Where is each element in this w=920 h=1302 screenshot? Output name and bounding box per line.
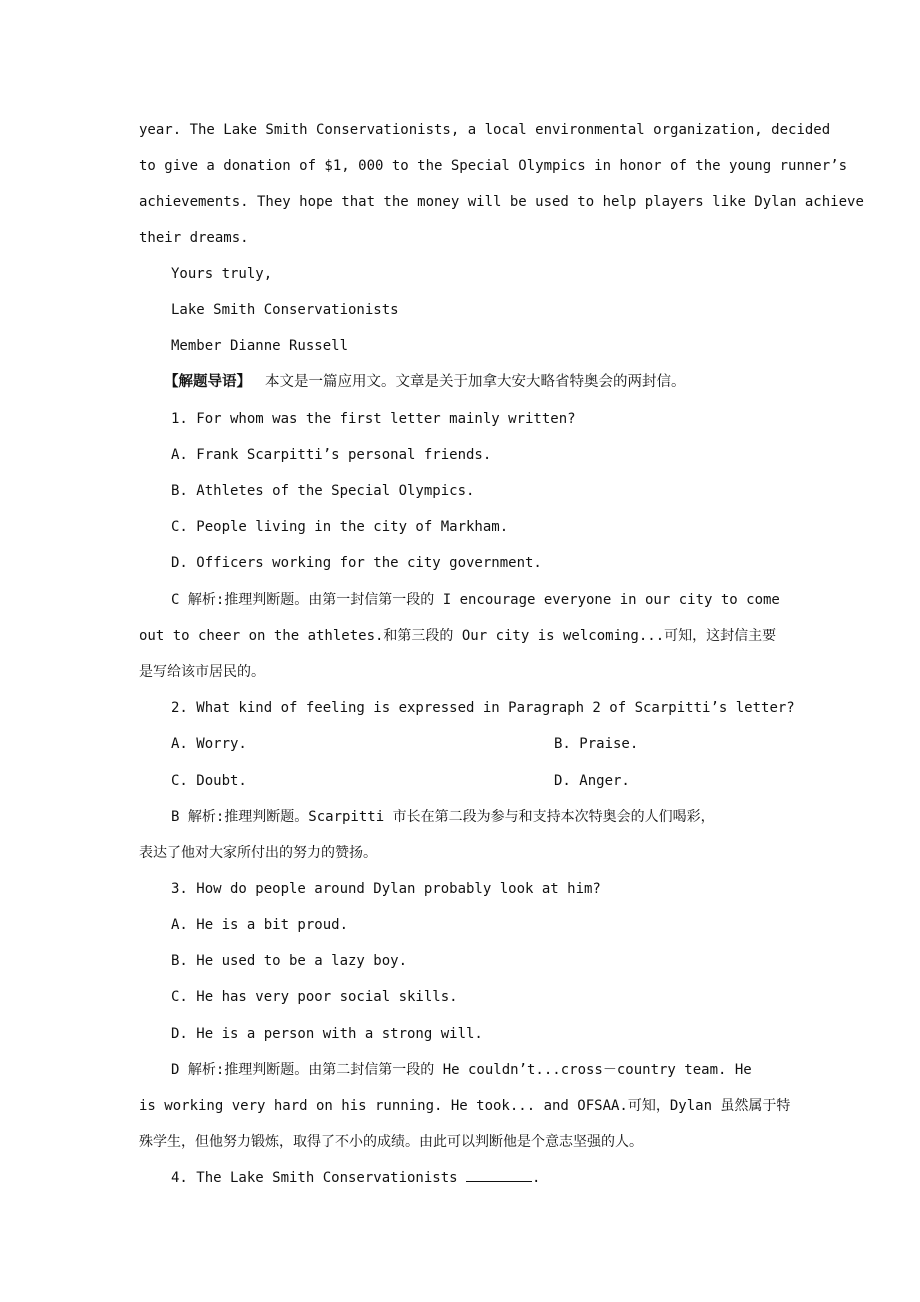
question-3-option-a: A. He is a bit proud. bbox=[171, 917, 349, 933]
question-1-answer-line-3: 是写给该市居民的。 bbox=[139, 664, 265, 680]
answer-blank bbox=[466, 1169, 532, 1182]
question-4-stem-line bbox=[171, 1168, 540, 1188]
question-3-answer-line-2: is working very hard on his running. He took... and OFSAA.可知，Dylan 虽然属于特 bbox=[139, 1098, 791, 1114]
passage-line-3: achievements. They hope that the money will be used to help players like Dylan achieve bbox=[139, 194, 864, 210]
passage-line-1: year. The Lake Smith Conservationists, a local environmental organization, decided bbox=[139, 122, 831, 138]
question-3-answer-line-1: D 解析:推理判断题。由第二封信第一段的 He couldn’t...cross－country team. He bbox=[171, 1062, 752, 1078]
question-1-option-c: C. People living in the city of Markham. bbox=[171, 519, 509, 535]
question-3-option-b: B. He used to be a lazy boy. bbox=[171, 953, 408, 969]
question-2-stem: 2. What kind of feeling is expressed in Paragraph 2 of Scarpitti’s letter? bbox=[171, 700, 795, 716]
guide-text: 本文是一篇应用文。文章是关于加拿大安大略省特奥会的两封信。 bbox=[265, 374, 686, 390]
question-3-stem: 3. How do people around Dylan probably look at him? bbox=[171, 881, 601, 897]
question-4-end: . bbox=[532, 1170, 541, 1186]
question-2-option-a: A. Worry. bbox=[171, 736, 247, 752]
letter-signature: Member Dianne Russell bbox=[171, 338, 349, 354]
letter-closing: Yours truly, bbox=[171, 266, 273, 282]
question-3-option-d: D. He is a person with a strong will. bbox=[171, 1026, 483, 1042]
question-2-option-c: C. Doubt. bbox=[171, 773, 247, 789]
question-3-option-c: C. He has very poor social skills. bbox=[171, 989, 458, 1005]
question-2-answer-line-2: 表达了他对大家所付出的努力的赞扬。 bbox=[139, 845, 377, 861]
question-1-option-b: B. Athletes of the Special Olympics. bbox=[171, 483, 475, 499]
question-2-answer-line-1: B 解析:推理判断题。Scarpitti 市长在第二段为参与和支持本次特奥会的人们喝彩， bbox=[171, 809, 715, 825]
question-1-answer-line-1: C 解析:推理判断题。由第一封信第一段的 I encourage everyone in our city to come bbox=[171, 592, 780, 608]
question-1-option-a: A. Frank Scarpitti’s personal friends. bbox=[171, 447, 492, 463]
guide-label: 【解题导语】 bbox=[164, 373, 251, 390]
question-3-answer-line-3: 殊学生，但他努力锻炼，取得了不小的成绩。由此可以判断他是个意志坚强的人。 bbox=[139, 1134, 643, 1150]
question-1-option-d: D. Officers working for the city government. bbox=[171, 555, 542, 571]
letter-organization: Lake Smith Conservationists bbox=[171, 302, 399, 318]
question-2-option-b: B. Praise. bbox=[554, 736, 639, 752]
question-4-stem: 4. The Lake Smith Conservationists bbox=[171, 1170, 458, 1186]
question-2-option-d: D. Anger. bbox=[554, 773, 630, 789]
passage-line-2: to give a donation of $1, 000 to the Special Olympics in honor of the young runner’s bbox=[139, 158, 848, 174]
passage-line-4: their dreams. bbox=[139, 230, 249, 246]
question-1-stem: 1. For whom was the first letter mainly written? bbox=[171, 411, 576, 427]
question-1-answer-line-2: out to cheer on the athletes.和第三段的 Our city is welcoming...可知，这封信主要 bbox=[139, 628, 777, 644]
guide-line bbox=[164, 372, 686, 392]
